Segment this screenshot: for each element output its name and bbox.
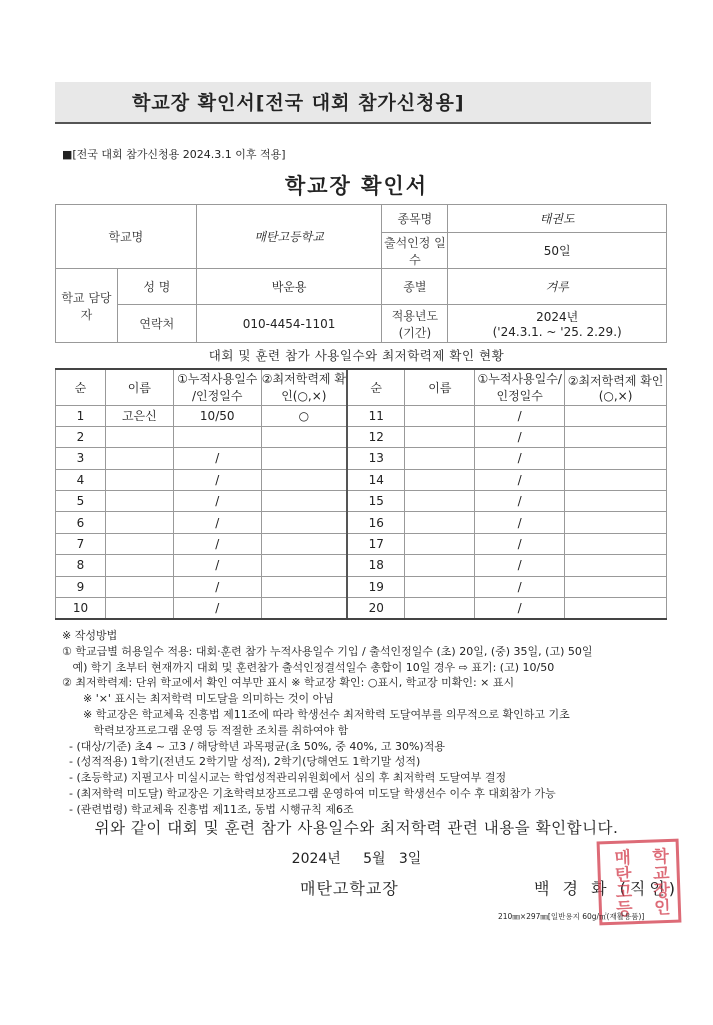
application-note: ■[전국 대회 참가신청용 2024.3.1 이후 적용] [62, 148, 286, 161]
seal-text-left: 매탄고등 [609, 848, 633, 917]
manager-label: 학교 담당자 [56, 269, 118, 343]
table-cell [105, 598, 173, 619]
table-cell [565, 512, 667, 533]
table-cell: 고은신 [105, 405, 173, 426]
table-cell [565, 576, 667, 597]
year-value: 2024년 [536, 310, 579, 324]
table-cell: / [173, 555, 261, 576]
table-cell: / [475, 576, 565, 597]
category-value: 겨루 [448, 269, 667, 305]
table-cell [105, 448, 173, 469]
table-cell: ○ [261, 405, 347, 426]
table-cell [105, 469, 173, 490]
contact-value: 010-4454-1101 [196, 305, 382, 343]
table-cell [565, 533, 667, 554]
attendance-value: 50일 [448, 233, 667, 269]
table-cell: / [475, 448, 565, 469]
sport-label: 종목명 [382, 205, 448, 233]
info-table [55, 204, 667, 343]
table-cell [405, 533, 475, 554]
col-header: ①누적사용일수 /인정일수 [173, 369, 261, 405]
table-cell [405, 448, 475, 469]
table-cell [405, 598, 475, 619]
table-cell: / [173, 469, 261, 490]
table-cell: 11 [347, 405, 405, 426]
table-cell [261, 512, 347, 533]
instruction-line: 예) 학기 초부터 현재까지 대회 및 훈련참가 출석인정결석일수 총합이 10일 경우 ⇨ 표기: (고) 10/50 [62, 660, 555, 674]
table-cell: 6 [56, 512, 106, 533]
table-cell: / [475, 598, 565, 619]
table-cell: / [475, 469, 565, 490]
records-body [56, 405, 667, 619]
table-row [56, 533, 667, 554]
table-row [56, 576, 667, 597]
name-value: 박운용 [196, 269, 382, 305]
table-cell [105, 426, 173, 447]
section-title: 대회 및 훈련 참가 사용일수와 최저학력제 확인 현황 [208, 348, 505, 363]
table-row [56, 512, 667, 533]
instruction-line: ※ 학교장은 학교체육 진흥법 제11조에 따라 학생선수 최저학력 도달여부를 의무적으로 확인하고 기초 [62, 707, 570, 721]
table-cell [261, 469, 347, 490]
col-header: 순 [347, 369, 405, 405]
table-cell [565, 491, 667, 512]
instruction-line: - (성적적용) 1학기(전년도 2학기말 성적), 2학기(당해연도 1학기말 성적) [62, 755, 421, 769]
table-cell: 15 [347, 491, 405, 512]
table-cell [261, 491, 347, 512]
table-cell [105, 533, 173, 554]
table-cell [105, 512, 173, 533]
table-cell: / [475, 533, 565, 554]
table-cell [261, 598, 347, 619]
instruction-line: ① 학교급별 허용일수 적용: 대회·훈련 참가 누적사용일수 기입 / 출석인정일수 (초) 20일, (중) 35일, (고) 50일 [62, 644, 593, 658]
table-cell [565, 448, 667, 469]
table-cell: 7 [56, 533, 106, 554]
table-cell: 4 [56, 469, 106, 490]
table-cell [565, 555, 667, 576]
table-row [56, 555, 667, 576]
sport-value: 태권도 [448, 205, 667, 233]
table-cell: / [475, 555, 565, 576]
table-cell: 2 [56, 426, 106, 447]
col-header: ①누적사용일수/ 인정일수 [475, 369, 565, 405]
principal-title: 매탄고학교장 [300, 879, 399, 898]
name-label: 성 명 [117, 269, 196, 305]
table-cell [261, 448, 347, 469]
table-cell [173, 426, 261, 447]
header-title: 학교장 확인서[전국 대회 참가신청용] [132, 92, 465, 114]
table-cell: 16 [347, 512, 405, 533]
table-cell: / [475, 426, 565, 447]
instruction-line: 학력보장프로그램 운영 등 적절한 조치를 취하여야 함 [62, 723, 349, 737]
table-cell [105, 491, 173, 512]
table-cell: 10/50 [173, 405, 261, 426]
table-cell [405, 491, 475, 512]
table-row [56, 426, 667, 447]
table-cell: / [173, 533, 261, 554]
table-cell [105, 555, 173, 576]
instruction-line: - (초등학교) 지필고사 미실시교는 학업성적관리위원회에서 심의 후 최저학력 도달여부 결정 [62, 771, 507, 785]
date-month: 5월 [363, 851, 386, 867]
document-title: 학교장 확인서 [284, 174, 429, 198]
table-cell: / [173, 448, 261, 469]
instruction-line: - (관련법령) 학교체육 진흥법 제11조, 동법 시행규칙 제6조 [62, 802, 354, 816]
col-header: 이름 [105, 369, 173, 405]
instruction-line: ※ 작성방법 [62, 629, 118, 642]
table-cell [565, 405, 667, 426]
table-cell [565, 598, 667, 619]
table-cell: 20 [347, 598, 405, 619]
table-cell [565, 469, 667, 490]
table-cell: / [173, 598, 261, 619]
table-cell [405, 555, 475, 576]
table-cell [405, 405, 475, 426]
school-value: 매탄고등학교 [196, 205, 382, 269]
period-value: ('24.3.1. ~ '25. 2.29.) [492, 325, 622, 339]
instruction-line: ※ '×' 표시는 최저학력 미도달을 의미하는 것이 아님 [62, 692, 334, 706]
seal-text-right: 학교장인 [647, 846, 671, 916]
year-cell [448, 305, 667, 343]
table-cell [261, 576, 347, 597]
table-row [56, 405, 667, 426]
table-cell: / [475, 491, 565, 512]
instructions [62, 628, 677, 818]
instruction-line: ② 최저학력제: 단위 학교에서 확인 여부만 표시 ※ 학교장 확인: ○표시, 학교장 미확인: × 표시 [62, 676, 515, 690]
table-cell: 5 [56, 491, 106, 512]
table-cell: 9 [56, 576, 106, 597]
table-cell [261, 555, 347, 576]
table-cell [405, 576, 475, 597]
table-row [56, 469, 667, 490]
col-header: ②최저학력제 확인(○,×) [261, 369, 347, 405]
contact-label: 연락처 [117, 305, 196, 343]
table-row [56, 491, 667, 512]
table-cell: 14 [347, 469, 405, 490]
confirm-statement: 위와 같이 대회 및 훈련 참가 사용일수와 최저학력 관련 내용을 확인합니다. [94, 819, 619, 837]
col-header: ②최저학력제 확인(○,×) [565, 369, 667, 405]
table-cell [261, 533, 347, 554]
table-cell: 10 [56, 598, 106, 619]
school-label: 학교명 [56, 205, 197, 269]
table-row [56, 598, 667, 619]
table-cell: / [173, 576, 261, 597]
table-cell: 3 [56, 448, 106, 469]
table-row [56, 448, 667, 469]
table-cell: 18 [347, 555, 405, 576]
table-cell [405, 426, 475, 447]
table-cell: 1 [56, 405, 106, 426]
table-cell: / [173, 491, 261, 512]
table-cell [405, 469, 475, 490]
instruction-line: - (최저학력 미도달) 학교장은 기초학력보장프로그램 운영하여 미도달 학생선수 이수 후 대회참가 가능 [62, 786, 556, 800]
col-header: 이름 [405, 369, 475, 405]
table-cell [405, 512, 475, 533]
table-cell: 17 [347, 533, 405, 554]
date-year: 2024년 [291, 851, 341, 867]
date-day: 3일 [398, 851, 422, 867]
paper-spec-note: 210㎜×297㎜[일반용지 60g/㎡(재활용품)] [498, 912, 645, 921]
table-cell: 12 [347, 426, 405, 447]
table-cell: / [173, 512, 261, 533]
table-cell: / [475, 405, 565, 426]
table-cell: / [475, 512, 565, 533]
signer-name: 백 경 화 (직인) [534, 879, 680, 898]
table-cell [261, 426, 347, 447]
category-label: 종별 [382, 269, 448, 305]
col-header: 순 [56, 369, 106, 405]
table-cell [565, 426, 667, 447]
table-cell: 19 [347, 576, 405, 597]
table-cell: 8 [56, 555, 106, 576]
records-table [55, 368, 667, 620]
table-cell [105, 576, 173, 597]
instruction-line: - (대상/기준) 초4 ~ 고3 / 해당학년 과목평균(초 50%, 중 40%, 고 30%)적용 [62, 739, 445, 753]
table-cell: 13 [347, 448, 405, 469]
year-label: 적용년도 (기간) [382, 305, 448, 343]
attendance-label: 출석인정 일수 [382, 233, 448, 269]
